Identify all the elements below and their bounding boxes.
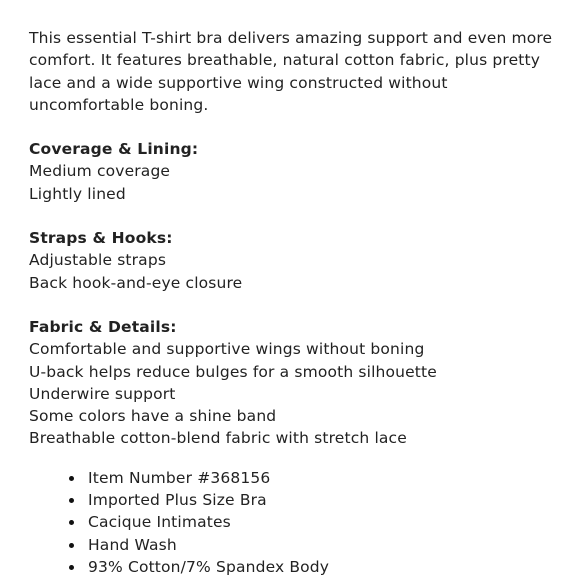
- section-line: Lightly lined: [29, 184, 126, 203]
- section-line: Medium coverage: [29, 162, 171, 181]
- description-intro: This essential T-shirt bra delivers amazing support and even more comfort. It features breathable, natural cotton fabric, plus pretty lace and a wide supportive wing constructed without uncomfortable boning.: [29, 29, 553, 114]
- section-line: Back hook-and-eye closure: [29, 273, 243, 292]
- section-heading: Coverage & Lining:: [29, 140, 199, 159]
- list-item: Hand Wash: [88, 534, 559, 556]
- list-item: Item Number #368156: [88, 467, 559, 489]
- list-item: 93% Cotton/7% Spandex Body: [88, 556, 559, 578]
- section-heading: Straps & Hooks:: [29, 229, 173, 248]
- section-line: Comfortable and supportive wings without boning: [29, 340, 425, 359]
- section-line: Adjustable straps: [29, 251, 167, 270]
- section-coverage-lining: [29, 138, 559, 205]
- list-item: Cacique Intimates: [88, 511, 559, 533]
- section-line: Breathable cotton-blend fabric with stretch lace: [29, 429, 407, 448]
- product-specs-list: [29, 467, 559, 578]
- section-heading: Fabric & Details:: [29, 317, 177, 336]
- section-line: U-back helps reduce bulges for a smooth silhouette: [29, 362, 437, 381]
- section-line: Underwire support: [29, 384, 176, 403]
- list-item: Imported Plus Size Bra: [88, 489, 559, 511]
- section-line: Some colors have a shine band: [29, 407, 277, 426]
- section-fabric-details: [29, 316, 559, 450]
- section-straps-hooks: [29, 227, 559, 294]
